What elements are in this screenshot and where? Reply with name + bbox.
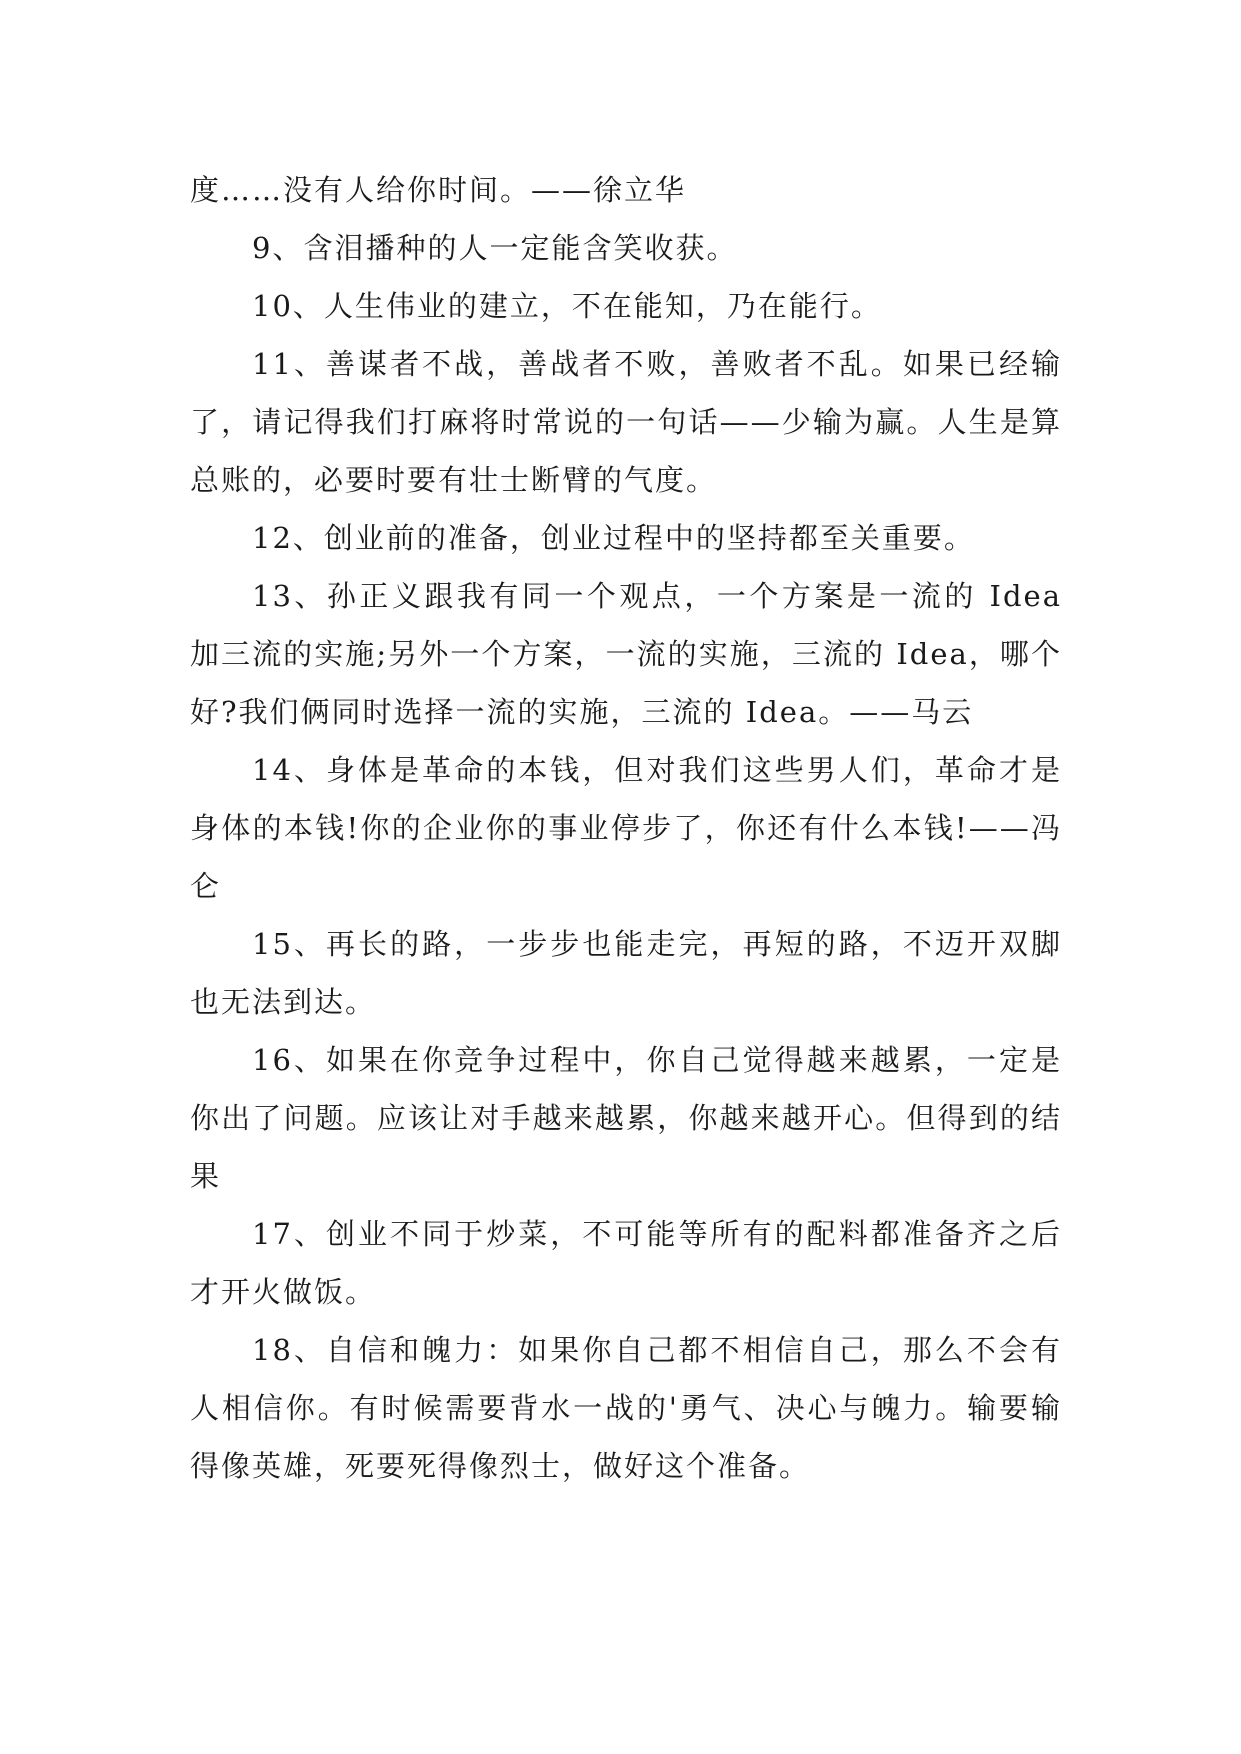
- quote-10: 10、人生伟业的建立，不在能知，乃在能行。: [252, 289, 882, 323]
- quote-12: 12、创业前的准备，创业过程中的坚持都至关重要。: [252, 521, 975, 555]
- quote-18: 18、自信和魄力：如果你自己都不相信自己，那么不会有人相信你。有时候需要背水一战的'勇气、决心与魄力。输要输得像英雄，死要死得像烈士，做好这个准备。: [190, 1333, 1062, 1483]
- quote-9: 9、含泪播种的人一定能含笑收获。: [252, 231, 738, 265]
- quote-13: 13、孙正义跟我有同一个观点，一个方案是一流的 Idea 加三流的实施;另外一个方案，一流的实施，三流的 Idea，哪个好?我们俩同时选择一流的实施，三流的 Idea。——马云: [190, 579, 1062, 729]
- quote-11: 11、善谋者不战，善战者不败，善败者不乱。如果已经输了，请记得我们打麻将时常说的一句话——少输为赢。人生是算总账的，必要时要有壮士断臂的气度。: [190, 347, 1062, 497]
- quote-14: 14、身体是革命的本钱，但对我们这些男人们，革命才是身体的本钱!你的企业你的事业停步了，你还有什么本钱!——冯仑: [190, 753, 1062, 903]
- quote-list: [190, 161, 1062, 1495]
- paragraph-continuation: 度……没有人给你时间。——徐立华: [190, 173, 687, 207]
- quote-17: 17、创业不同于炒菜，不可能等所有的配料都准备齐之后才开火做饭。: [190, 1217, 1062, 1309]
- quote-15: 15、再长的路，一步步也能走完，再短的路，不迈开双脚也无法到达。: [190, 927, 1062, 1019]
- quote-16: 16、如果在你竞争过程中，你自己觉得越来越累，一定是你出了问题。应该让对手越来越累，你越来越开心。但得到的结果: [190, 1043, 1062, 1193]
